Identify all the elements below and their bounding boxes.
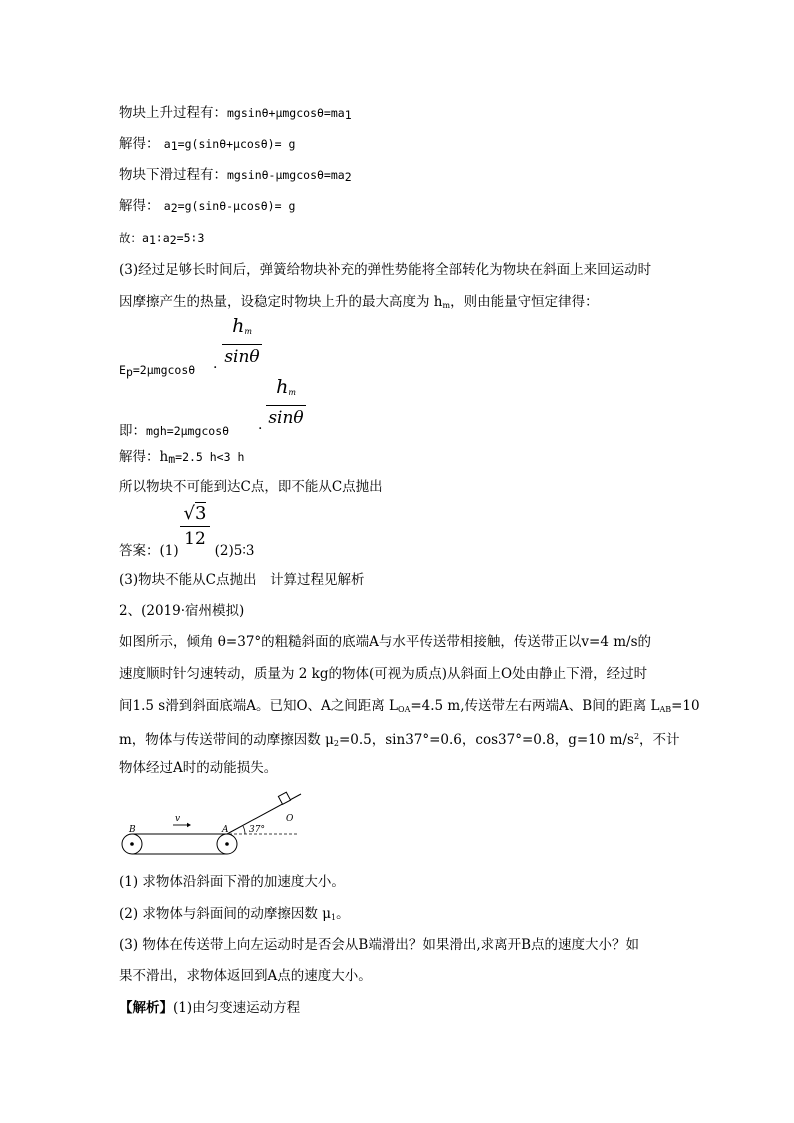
problem-text-5: 物体经过A时的动能损失。 bbox=[119, 760, 278, 776]
eq-descent: 物块下滑过程有：mgsinθ-$\mu mgcos\theta=ma_2$ bbox=[119, 167, 352, 184]
problem-text-3: 间1.5 s滑到斜面底端A。已知O、A之间距离 $L_{OA}=4.5$ m,传送带左右两端A、B间的距离 $L_{AB}=10$ bbox=[119, 698, 700, 714]
fraction-hm-sin: $h_m$ sinθ bbox=[222, 315, 262, 368]
part3-text-2: 因摩擦产生的热量，设稳定时物块上升的最大高度为 $h_m$，则由能量守恒定律得： bbox=[119, 294, 599, 310]
conveyor-incline-figure bbox=[115, 788, 315, 860]
ratio-result: 故：$a_1∶a_2=5∶3$ bbox=[119, 231, 205, 247]
label-B: B bbox=[129, 825, 136, 835]
eq-mgh: 即：mgh=2μmgcosθ bbox=[119, 423, 230, 439]
eq-energy: $E_p=2\mu mgcos\theta$ bbox=[119, 363, 196, 379]
eq-a2: 解得： $a_2=g(\sin\theta-\mu\cos\theta)= g$ bbox=[119, 198, 296, 215]
eq-ascent: 物块上升过程有：$mgsin\theta+\mu mgcos\theta=ma_1$ bbox=[119, 105, 352, 122]
answer-line: 答案：(1) (2)5∶3 bbox=[119, 543, 255, 559]
analysis-start: 【解析】(1)由匀变速运动方程 bbox=[119, 1000, 301, 1016]
answer-part3: (3)物块不能从C点抛出 计算过程见解析 bbox=[119, 572, 365, 588]
label-O: O bbox=[286, 814, 294, 824]
question-2: (2) 求物体与斜面间的动摩擦因数 $\mu_1$。 bbox=[119, 906, 350, 922]
label-v: v bbox=[175, 814, 181, 824]
problem-header: 2、(2019·宿州模拟) bbox=[119, 603, 245, 619]
label-angle: 37° bbox=[249, 825, 265, 835]
question-1: (1) 求物体沿斜面下滑的加速度大小。 bbox=[119, 874, 345, 890]
multiply-dot: · bbox=[213, 360, 218, 376]
fraction-hm-sin: $h_m$ sinθ bbox=[266, 376, 306, 429]
eq-hm: 解得：$h_m=2.5$ h<3 h bbox=[119, 449, 245, 466]
part3-text-1: (3)经过足够长时间后，弹簧给物块补充的弹性势能将全部转化为物块在斜面上来回运动时 bbox=[119, 262, 652, 278]
fraction-sqrt3-12: √3 12 bbox=[180, 503, 210, 550]
problem-text-1: 如图所示，倾角 θ=37°的粗糙斜面的底端A与水平传送带相接触，传送带正以v=4 m/s的 bbox=[119, 634, 652, 650]
eq-a1: 解得： $a_1=g(\sin\theta+\mu\cos\theta)= g$ bbox=[119, 136, 296, 153]
label-A: A bbox=[222, 825, 229, 835]
problem-text-4: m，物体与传送带间的动摩擦因数 $\mu_2=0.5$，sin37°=0.6，cos37°=0.8，g=10 $m/s^2$，不计 bbox=[119, 732, 680, 748]
question-3-line2: 果不滑出，求物体返回到A点的速度大小。 bbox=[119, 968, 372, 984]
problem-text-2: 速度顺时针匀速转动，质量为 2 kg的物体(可视为质点)从斜面上O处由静止下滑，经过时 bbox=[119, 666, 648, 682]
conclusion: 所以物块不可能到达C点，即不能从C点抛出 bbox=[119, 479, 383, 495]
multiply-dot: · bbox=[258, 421, 263, 437]
question-3-line1: (3) 物体在传送带上向左运动时是否会从B端滑出？如果滑出,求离开B点的速度大小？如 bbox=[119, 937, 640, 953]
